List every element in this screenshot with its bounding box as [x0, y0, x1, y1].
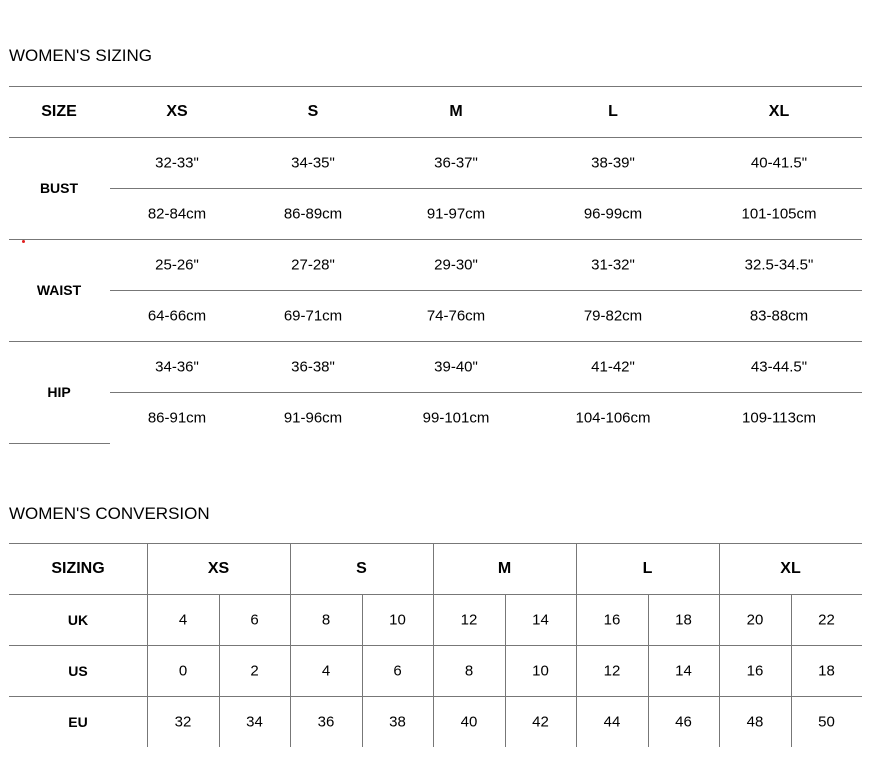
size-cell: 36 [317, 713, 335, 731]
table-rule [9, 443, 110, 444]
row-divider [110, 188, 862, 189]
inches-cell: 31-32" [591, 256, 635, 274]
size-cell: 46 [675, 713, 692, 731]
measure-label-bust: BUST [39, 180, 79, 196]
table-rule [9, 645, 862, 646]
column-divider [576, 594, 577, 747]
size-cell: 6 [393, 662, 402, 680]
inches-cell: 29-30" [434, 256, 478, 274]
size-cell: 44 [603, 713, 621, 731]
column-divider [147, 543, 148, 594]
size-cell: 16 [746, 662, 764, 680]
cm-cell: 83-88cm [749, 307, 809, 325]
table-rule [9, 543, 862, 544]
size-cell: 16 [603, 611, 621, 629]
cm-cell: 82-84cm [147, 205, 207, 223]
conversion-header-l: L [642, 560, 653, 577]
size-cell: 34 [246, 713, 263, 731]
column-divider [433, 594, 434, 747]
column-divider [719, 543, 720, 594]
column-divider [219, 594, 220, 747]
size-cell: 4 [321, 662, 331, 680]
conversion-header-xs: XS [207, 560, 230, 577]
size-cell: 48 [746, 713, 764, 731]
inches-cell: 40-41.5" [750, 154, 808, 172]
size-header-s: S [307, 103, 319, 120]
row-divider [110, 392, 862, 393]
cm-cell: 79-82cm [583, 307, 643, 325]
column-divider [290, 543, 291, 594]
size-header-xl: XL [768, 103, 790, 120]
size-cell: 38 [389, 713, 406, 731]
cm-cell: 101-105cm [741, 205, 817, 223]
column-divider [719, 594, 720, 747]
inches-cell: 34-35" [291, 154, 335, 172]
cm-cell: 69-71cm [283, 307, 343, 325]
inches-cell: 25-26" [155, 256, 199, 274]
table-rule [9, 137, 862, 138]
inches-cell: 43-44.5" [750, 358, 808, 376]
size-cell: 12 [460, 611, 478, 629]
size-cell: 12 [603, 662, 621, 680]
inches-cell: 38-39" [591, 154, 635, 172]
size-cell: 8 [464, 662, 474, 680]
table-rule [9, 696, 862, 697]
table-rule [9, 341, 862, 342]
conversion-header-xl: XL [780, 560, 801, 577]
size-cell: 18 [818, 662, 835, 680]
column-divider [147, 594, 148, 747]
column-divider [791, 594, 792, 747]
size-cell: 40 [460, 713, 478, 731]
measure-label-hip: HIP [47, 384, 71, 400]
cm-cell: 91-96cm [283, 409, 343, 427]
conversion-header-s: S [356, 560, 367, 577]
size-cell: 8 [321, 611, 331, 629]
size-cell: 4 [178, 611, 188, 629]
size-header-size: SIZE [41, 103, 77, 120]
table-rule [9, 594, 862, 595]
conversion-title: WOMEN'S CONVERSION [9, 504, 210, 523]
column-divider [576, 543, 577, 594]
inches-cell: 36-37" [434, 154, 478, 172]
size-cell: 10 [389, 611, 406, 629]
size-cell: 42 [532, 713, 549, 731]
size-cell: 2 [250, 662, 259, 680]
column-divider [505, 594, 506, 747]
size-cell: 0 [178, 662, 188, 680]
red-dot-marker [22, 240, 25, 243]
cm-cell: 64-66cm [147, 307, 207, 325]
conversion-header-m: M [497, 560, 512, 577]
inches-cell: 36-38" [291, 358, 335, 376]
inches-cell: 27-28" [291, 256, 335, 274]
column-divider [433, 543, 434, 594]
cm-cell: 86-91cm [147, 409, 207, 427]
size-cell: 14 [532, 611, 549, 629]
size-cell: 22 [818, 611, 835, 629]
region-label-uk: UK [67, 612, 89, 628]
cm-cell: 109-113cm [742, 409, 816, 427]
size-cell: 20 [746, 611, 764, 629]
table-rule [9, 86, 862, 87]
inches-cell: 34-36" [155, 358, 199, 376]
measure-label-waist: WAIST [36, 282, 82, 298]
size-header-l: L [608, 103, 618, 120]
cm-cell: 104-106cm [575, 409, 651, 427]
conversion-header-sizing: SIZING [51, 560, 105, 577]
region-label-us: US [68, 663, 88, 679]
cm-cell: 86-89cm [283, 205, 343, 223]
cm-cell: 99-101cm [422, 409, 490, 427]
table-rule [9, 239, 862, 240]
cm-cell: 96-99cm [583, 205, 643, 223]
cm-cell: 74-76cm [426, 307, 486, 325]
column-divider [648, 594, 649, 747]
column-divider [290, 594, 291, 747]
size-cell: 10 [532, 662, 549, 680]
inches-cell: 32-33" [155, 154, 199, 172]
inches-cell: 41-42" [591, 358, 635, 376]
inches-cell: 32.5-34.5" [744, 256, 814, 274]
column-divider [362, 594, 363, 747]
sizing-title: WOMEN'S SIZING [9, 46, 153, 65]
cm-cell: 91-97cm [426, 205, 486, 223]
size-cell: 32 [174, 713, 192, 731]
size-cell: 6 [250, 611, 259, 629]
inches-cell: 39-40" [434, 358, 478, 376]
size-cell: 14 [675, 662, 692, 680]
row-divider [110, 290, 862, 291]
size-cell: 50 [818, 713, 835, 731]
size-header-m: M [449, 103, 463, 120]
size-cell: 18 [675, 611, 692, 629]
region-label-eu: EU [68, 714, 88, 730]
size-header-xs: XS [166, 103, 188, 120]
